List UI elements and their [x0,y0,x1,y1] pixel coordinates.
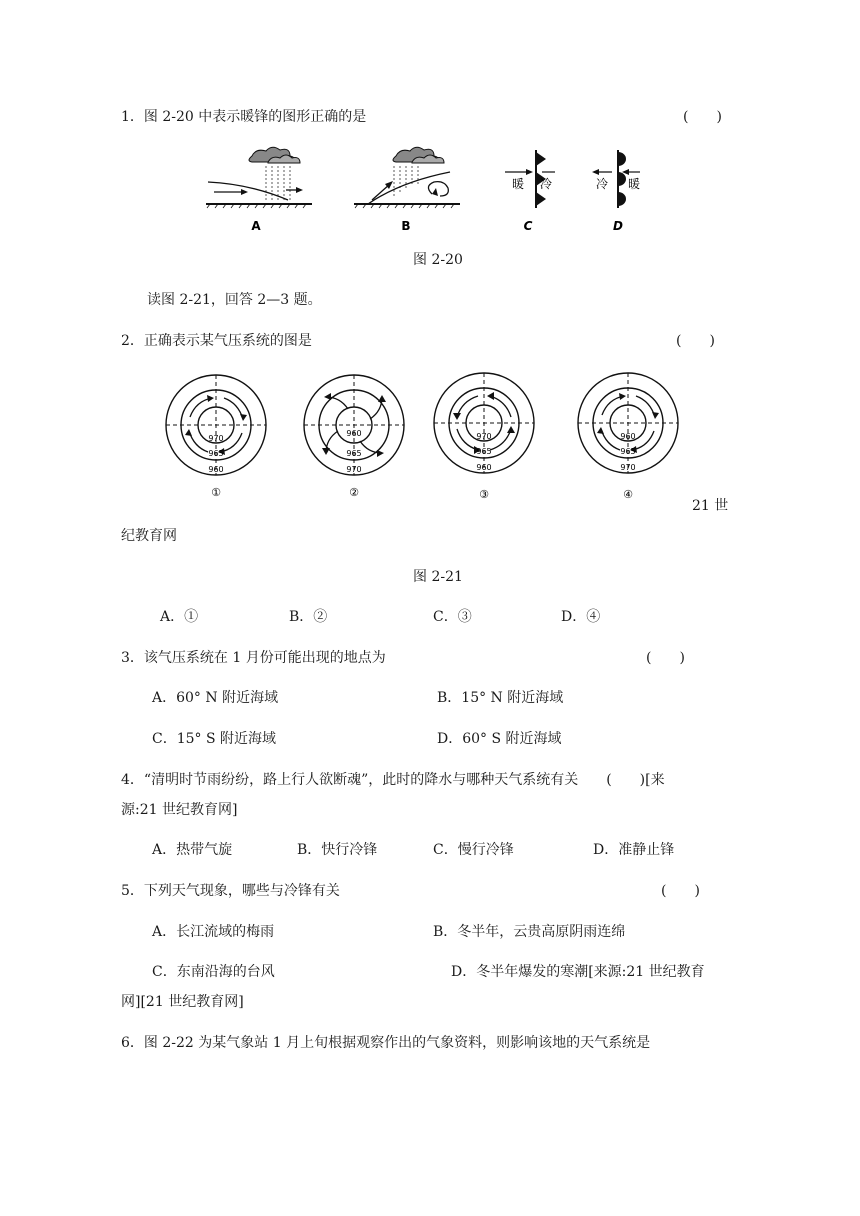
q5-option-a: A．长江流域的梅雨 [152,924,275,940]
fig-2-21-caption: 图 2-21 [413,569,463,585]
cold-label-d: 冷 [596,177,609,191]
diagram-label-1: ① [211,486,221,499]
q5-answer-paren: ( ) [661,883,700,899]
q6-text: 6．图 2-22 为某气象站 1 月上旬根据观察作出的气象资料，则影响该地的天气系统是 [121,1035,651,1051]
watermark-text-2: 纪教育网 [121,528,177,544]
pressure-diagram-2 [304,375,404,499]
svg-text:965: 965 [208,449,224,458]
q3-option-d: D．60° S 附近海域 [437,731,562,747]
q4-option-d: D．准静止锋 [593,842,675,858]
figure-2-20 [200,142,660,242]
svg-text:970: 970 [620,463,636,472]
svg-text:960: 960 [476,463,492,472]
q3-answer-paren: ( ) [646,650,685,666]
warm-label-d: 暖 [628,177,641,191]
svg-text:965: 965 [620,447,636,456]
q3-option-a: A．60° N 附近海域 [152,690,279,706]
front-diagram-b [354,147,460,233]
watermark-text-1: 21 世 [692,498,729,514]
q4-text-line1: 4．“清明时节雨纷纷，路上行人欲断魂”，此时的降水与哪种天气系统有关 ( )[来 [121,772,665,788]
diagram-label-4: ④ [623,488,633,501]
q2-text: 2．正确表示某气压系统的图是 [121,333,312,349]
q1-answer-paren: ( ) [683,109,722,125]
q1-text: 1．图 2-20 中表示暖锋的图形正确的是 [121,109,367,125]
diagram-label-2: ② [349,486,359,499]
fig-label-b: B [401,219,411,233]
q3-option-c: C．15° S 附近海域 [152,731,277,747]
pressure-diagram-3 [434,373,534,501]
q2-option-c: C．③ [433,609,472,625]
front-diagram-a [206,147,312,233]
pressure-diagram-1 [166,375,266,499]
svg-text:965: 965 [476,447,492,456]
fig-label-a: A [251,219,261,233]
svg-text:970: 970 [208,434,224,443]
q3-option-b: B．15° N 附近海域 [437,690,564,706]
cold-label-c: 冷 [540,177,553,191]
q2-option-d: D．④ [561,609,601,625]
pressure-diagram-4 [578,373,678,501]
intro-text: 读图 2-21，回答 2—3 题。 [147,292,322,308]
q4-option-c: C．慢行冷锋 [433,842,514,858]
q5-option-b: B．冬半年，云贵高原阴雨连绵 [433,924,626,940]
front-diagram-c [505,150,555,233]
q2-option-b: B．② [289,609,328,625]
svg-text:970: 970 [476,432,492,441]
figure-2-21 [150,370,710,515]
q5-option-c: C．东南沿海的台风 [152,964,275,980]
svg-text:960: 960 [620,432,636,441]
q4-option-a: A．热带气旋 [152,842,233,858]
fig-label-c: C [523,219,533,233]
q4-option-b: B．快行冷锋 [297,842,378,858]
front-diagram-d [592,150,640,233]
q5-option-d: D．冬半年爆发的寒潮[来源:21 世纪教育 [451,964,705,980]
svg-text:960: 960 [208,465,224,474]
q5-option-d-line2: 网][21 世纪教育网] [121,994,244,1010]
warm-label-c: 暖 [512,177,525,191]
fig-label-d: D [613,219,623,233]
q2-option-a: A．① [160,609,199,625]
q3-text: 3．该气压系统在 1 月份可能出现的地点为 [121,650,386,666]
diagram-label-3: ③ [479,488,489,501]
q5-text: 5．下列天气现象，哪些与冷锋有关 [121,883,340,899]
fig-2-20-caption: 图 2-20 [413,252,463,268]
q4-text-line2: 源:21 世纪教育网] [121,802,238,818]
svg-text:965: 965 [346,449,362,458]
svg-text:960: 960 [346,429,362,438]
q2-answer-paren: ( ) [676,333,715,349]
svg-text:970: 970 [346,465,362,474]
